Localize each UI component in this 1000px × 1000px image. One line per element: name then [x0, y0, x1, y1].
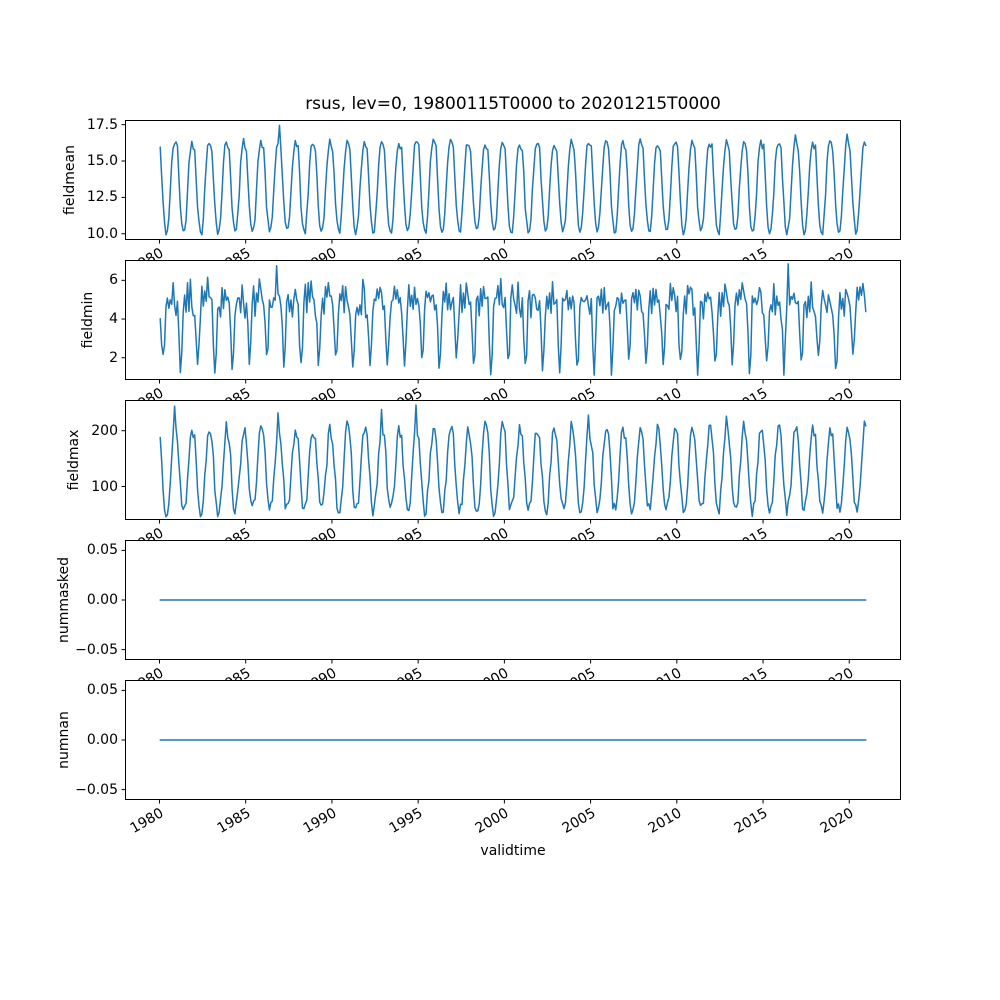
y-axis-label-nummasked: nummasked	[56, 557, 72, 644]
plot-area-fieldmin	[125, 260, 901, 380]
plot-area-numnan	[125, 680, 901, 800]
plot-area-nummasked	[125, 540, 901, 660]
y-tick-label: 15.0	[86, 153, 118, 170]
y-tick-label: 4	[109, 311, 118, 328]
plot-area-fieldmean	[125, 120, 901, 240]
y-tick-label: 200	[91, 422, 118, 439]
y-tick-label: 0.00	[86, 732, 118, 748]
x-tick-label: 2010	[645, 805, 685, 837]
x-tick-label: 2020	[817, 805, 857, 837]
plot-area-fieldmax	[125, 400, 901, 520]
x-tick-label: 2000	[473, 805, 512, 837]
plot-background	[126, 401, 901, 520]
y-tick-label: 0.05	[86, 542, 118, 559]
y-axis-label-fieldmean: fieldmean	[62, 145, 78, 215]
y-tick-label: 0.00	[86, 592, 118, 608]
y-tick-label: 100	[91, 478, 118, 495]
x-tick-label: 1990	[300, 805, 340, 837]
y-tick-label: 17.5	[86, 116, 118, 133]
y-axis-label-fieldmax: fieldmax	[66, 429, 82, 491]
y-tick-label: 0.05	[86, 682, 118, 699]
figure-title: rsus, lev=0, 19800115T0000 to 20201215T0000	[305, 94, 721, 114]
y-tick-label: 12.5	[86, 189, 118, 206]
y-tick-label: −0.05	[75, 781, 118, 798]
x-tick-label: 1980	[128, 805, 167, 837]
x-tick-label: 2005	[559, 805, 599, 837]
y-tick-label: 2	[109, 349, 118, 366]
x-tick-label: 1985	[214, 805, 254, 837]
x-tick-label: 2015	[731, 805, 771, 837]
y-tick-label: 6	[109, 272, 118, 289]
y-tick-label: −0.05	[75, 641, 118, 658]
x-tick-label: 1995	[386, 805, 426, 837]
y-tick-label: 10.0	[86, 225, 118, 242]
y-axis-label-numnan: numnan	[56, 711, 72, 769]
y-axis-label-fieldmin: fieldmin	[80, 291, 96, 349]
x-axis-label: validtime	[480, 843, 546, 859]
